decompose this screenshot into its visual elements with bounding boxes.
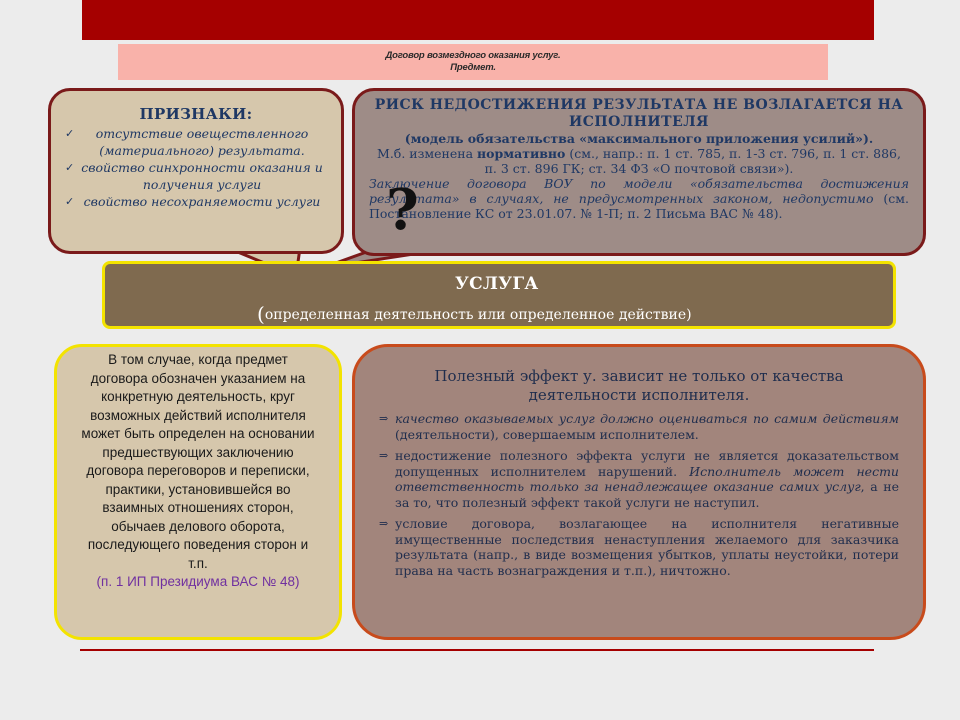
- signs-item: [65, 159, 327, 193]
- check-icon: ✓: [65, 127, 75, 140]
- signs-item-text: свойство синхронности оказания и получения услуги: [81, 160, 323, 192]
- service-title: УСЛУГА: [455, 274, 539, 294]
- point2-rest: , а не за то, что полезный эффект такой услуги не наступил.: [395, 479, 899, 510]
- activity-scope-ref: (п. 1 ИП Президиума ВАС № 48): [96, 574, 300, 589]
- point1-italic: качество оказываемых услуг должно оцениваться по самим действиям: [395, 411, 899, 426]
- useful-effect-heading: Полезный эффект у. зависит не только от качества деятельности исполнителя.: [434, 367, 844, 404]
- service-banner: [102, 261, 896, 329]
- signs-list: [51, 125, 341, 210]
- point2-italic: Исполнитель может нести ответственность только за ненадлежащее оказание самих услуг: [395, 463, 899, 494]
- risk-inadmissible: [369, 176, 909, 221]
- signs-item-text: свойство несохраняемости услуги: [83, 194, 321, 209]
- activity-scope-text: В том случае, когда предмет договора обозначен указанием на конкретную деятельность, круг возможных действий исполнителя может быть определен на основании предшествующих заключению договора переговоров и переписки, практики, установившейся во взаимных отношениях сторон, обычаев делового оборота, последующего поведения сторон и т.п.: [81, 352, 315, 571]
- risk-model: (модель обязательства «максимального приложения усилий»).: [404, 131, 874, 146]
- activity-scope-note: [54, 344, 342, 640]
- slide-title-line1: Договор возмездного оказания услуг.: [385, 50, 561, 61]
- signs-item-text: отсутствие овеществленного (материального) результата.: [95, 126, 309, 158]
- service-subtitle-text: определенная деятельность или определенное действие): [264, 307, 692, 323]
- risk-changed-bold: нормативно: [477, 146, 566, 161]
- useful-effect-point: [379, 516, 899, 578]
- point3-text: условие договора, возлагающее на исполнителя негативные имущественные последствия ненаступления желаемого для заказчика результата (напр., в виде возмещения убытков, уплаты неустойки, потери права на часть вознаграждения и т.п.), ничтожно.: [395, 516, 899, 578]
- service-subtitle: [257, 302, 692, 326]
- check-icon: ✓: [65, 161, 75, 174]
- useful-effect-note: [352, 344, 926, 640]
- arrow-right-icon: ⇒: [379, 412, 389, 425]
- service-paren: (: [257, 302, 265, 326]
- signs-title: ПРИЗНАКИ:: [139, 105, 253, 123]
- risk-callout: [352, 88, 926, 256]
- risk-changed-c: (см., напр.: п. 1 ст. 785, п. 1-3 ст. 796, п. 1 ст. 886, п. 3 ст. 896 ГК; ст. 34 ФЗ «О почтовой связи»).: [484, 146, 901, 176]
- arrow-right-icon: ⇒: [379, 517, 389, 530]
- useful-effect-point: [379, 411, 899, 442]
- signs-item: [65, 125, 327, 159]
- slide-title-line2: Предмет.: [450, 62, 496, 73]
- risk-changed-a: М.б. изменена: [377, 146, 478, 161]
- risk-changed: [369, 146, 909, 176]
- point1-rest: (деятельности), совершаемым исполнителем.: [395, 426, 699, 442]
- check-icon: ✓: [65, 195, 75, 208]
- useful-effect-point: [379, 448, 899, 510]
- bottom-divider: [80, 649, 874, 651]
- point2-a: недостижение полезного эффекта услуги не является доказательством допущенных исполнителем нарушений.: [395, 448, 899, 479]
- signs-item: [65, 193, 327, 210]
- arrow-right-icon: ⇒: [379, 449, 389, 462]
- signs-callout: [48, 88, 344, 254]
- risk-heading: РИСК НЕДОСТИЖЕНИЯ РЕЗУЛЬТАТА НЕ ВОЗЛАГАЕТСЯ НА ИСПОЛНИТЕЛЯ: [374, 97, 904, 130]
- risk-inadmissible-ref: (см. Постановление КС от 23.01.07. № 1-П; п. 2 Письма ВАС № 48).: [369, 191, 909, 221]
- question-mark-icon: ?: [386, 177, 419, 243]
- risk-inadmissible-italic: Заключение договора ВОУ по модели «обязательства достижения результата» в случаях, не предусмотренных законом, недопустимо: [369, 176, 909, 206]
